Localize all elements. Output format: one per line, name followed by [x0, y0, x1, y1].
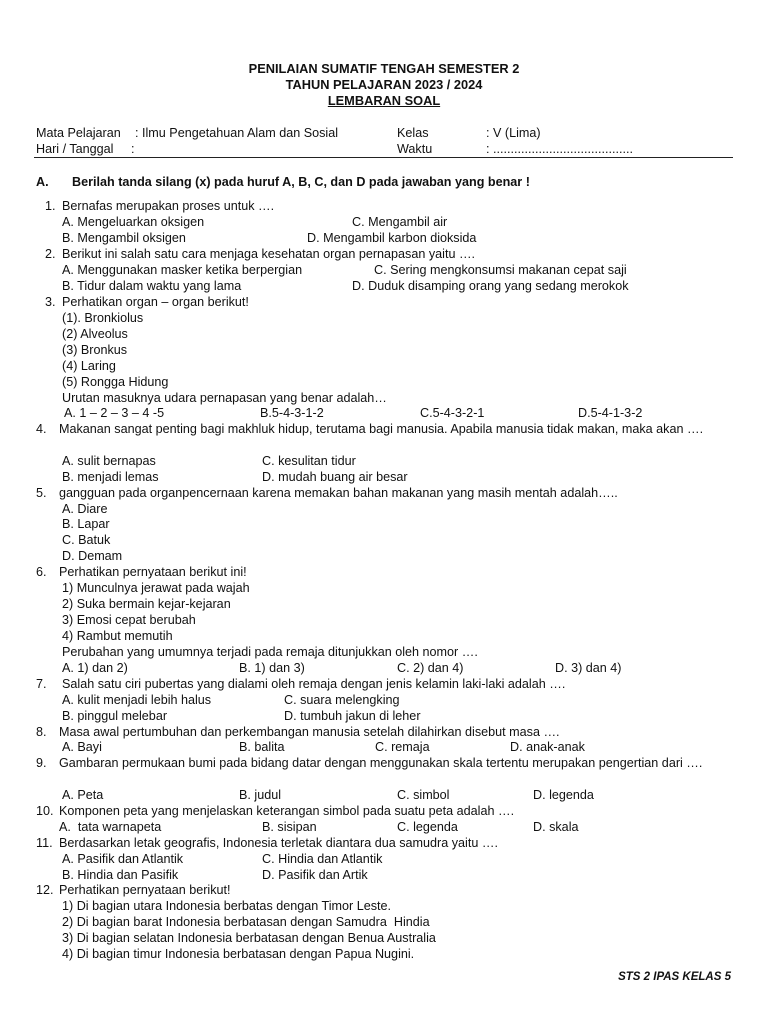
q8-option-d: D. anak-anak — [510, 740, 585, 754]
q5-number: 5. — [36, 486, 47, 500]
q12-item-3: 3) Di bagian selatan Indonesia berbatasan dengan Benua Australia — [62, 931, 436, 945]
q12-number: 12. — [36, 883, 54, 897]
q8-text: Masa awal pertumbuhan dan perkembangan manusia setelah dilahirkan disebut masa …. — [59, 725, 560, 739]
q1-option-b: B. Mengambil oksigen — [62, 231, 186, 245]
q9-option-c: C. simbol — [397, 788, 450, 802]
q5-option-b: B. Lapar — [62, 517, 110, 531]
day-value: : — [131, 142, 135, 156]
q11-option-d: D. Pasifik dan Artik — [262, 868, 368, 882]
q1-number: 1. — [45, 199, 56, 213]
q12-item-2: 2) Di bagian barat Indonesia berbatasan dengan Samudra Hindia — [62, 915, 430, 929]
q3-item-1: (1). Bronkiolus — [62, 311, 144, 325]
q8-option-c: C. remaja — [375, 740, 430, 754]
day-label: Hari / Tanggal — [36, 142, 114, 156]
q7-option-c: C. suara melengking — [284, 693, 400, 707]
q2-option-b: B. Tidur dalam waktu yang lama — [62, 279, 242, 293]
q5-option-c: C. Batuk — [62, 533, 111, 547]
q9-option-d: D. legenda — [533, 788, 594, 802]
q1-option-c: C. Mengambil air — [352, 215, 448, 229]
q3-item-4: (4) Laring — [62, 359, 116, 373]
q3-prompt: Urutan masuknya udara pernapasan yang benar adalah… — [62, 391, 387, 405]
section-instruction: Berilah tanda silang (x) pada huruf A, B, C, dan D pada jawaban yang benar ! — [72, 175, 530, 189]
class-value: : V (Lima) — [486, 126, 541, 140]
q11-number: 11. — [36, 836, 53, 850]
q12-text: Perhatikan pernyataan berikut! — [59, 883, 231, 897]
q4-text: Makanan sangat penting bagi makhluk hidup, terutama bagi manusia. Apabila manusia tidak makan, maka akan …. — [59, 422, 704, 436]
q6-prompt: Perubahan yang umumnya terjadi pada remaja ditunjukkan oleh nomor …. — [62, 645, 478, 659]
q6-option-d: D. 3) dan 4) — [555, 661, 622, 675]
q3-option-c: C.5-4-3-2-1 — [420, 406, 485, 420]
q4-option-b: B. menjadi lemas — [62, 470, 159, 484]
q2-option-d: D. Duduk disamping orang yang sedang merokok — [352, 279, 629, 293]
q2-number: 2. — [45, 247, 56, 261]
header-divider — [34, 157, 733, 158]
q2-option-c: C. Sering mengkonsumsi makanan cepat saji — [374, 263, 627, 277]
q3-item-2: (2) Alveolus — [62, 327, 128, 341]
subject-label: Mata Pelajaran — [36, 126, 121, 140]
q10-option-a: A. tata warnapeta — [59, 820, 162, 834]
q3-option-a: A. 1 – 2 – 3 – 4 -5 — [64, 406, 165, 420]
q3-option-b: B.5-4-3-1-2 — [260, 406, 324, 420]
q10-option-b: B. sisipan — [262, 820, 317, 834]
q10-number: 10. — [36, 804, 54, 818]
q4-option-c: C. kesulitan tidur — [262, 454, 356, 468]
q12-item-1: 1) Di bagian utara Indonesia berbatas dengan Timor Leste. — [62, 899, 392, 913]
q8-option-b: B. balita — [239, 740, 285, 754]
q9-number: 9. — [36, 756, 47, 770]
q1-option-d: D. Mengambil karbon dioksida — [307, 231, 477, 245]
q9-option-a: A. Peta — [62, 788, 104, 802]
q8-number: 8. — [36, 725, 47, 739]
q9-text: Gambaran permukaan bumi pada bidang datar dengan menggunakan skala tertentu merupakan pengertian dari …. — [59, 756, 703, 770]
q11-option-b: B. Hindia dan Pasifik — [62, 868, 179, 882]
q9-option-b: B. judul — [239, 788, 282, 802]
academic-year: TAHUN PELAJARAN 2023 / 2024 — [285, 77, 483, 92]
q12-item-4: 4) Di bagian timur Indonesia berbatasan dengan Papua Nugini. — [62, 947, 415, 961]
q3-item-5: (5) Rongga Hidung — [62, 375, 169, 389]
q7-option-d: D. tumbuh jakun di leher — [284, 709, 421, 723]
q6-item-2: 2) Suka bermain kejar-kejaran — [62, 597, 231, 611]
q2-text: Berikut ini salah satu cara menjaga kesehatan organ pernapasan yaitu …. — [62, 247, 476, 261]
q6-number: 6. — [36, 565, 47, 579]
q8-option-a: A. Bayi — [62, 740, 102, 754]
q6-option-c: C. 2) dan 4) — [397, 661, 464, 675]
q3-item-3: (3) Bronkus — [62, 343, 128, 357]
q10-text: Komponen peta yang menjelaskan keterangan simbol pada suatu peta adalah …. — [59, 804, 515, 818]
exam-title: PENILAIAN SUMATIF TENGAH SEMESTER 2 — [248, 61, 520, 76]
q3-text: Perhatikan organ – organ berikut! — [62, 295, 249, 309]
q6-option-a: A. 1) dan 2) — [62, 661, 128, 675]
section-letter: A. — [36, 175, 49, 189]
q4-number: 4. — [36, 422, 47, 436]
q4-option-d: D. mudah buang air besar — [262, 470, 408, 484]
q7-option-a: A. kulit menjadi lebih halus — [62, 693, 212, 707]
q2-option-a: A. Menggunakan masker ketika berpergian — [62, 263, 303, 277]
q11-option-a: A. Pasifik dan Atlantik — [62, 852, 184, 866]
time-label: Waktu — [397, 142, 433, 156]
q6-item-4: 4) Rambut memutih — [62, 629, 173, 643]
q11-text: Berdasarkan letak geografis, Indonesia terletak diantara dua samudra yaitu …. — [59, 836, 498, 850]
time-value: : ........................................ — [486, 142, 633, 156]
q6-item-1: 1) Munculnya jerawat pada wajah — [62, 581, 250, 595]
q3-number: 3. — [45, 295, 56, 309]
q1-text: Bernafas merupakan proses untuk …. — [62, 199, 275, 213]
q10-option-d: D. skala — [533, 820, 579, 834]
q5-option-a: A. Diare — [62, 502, 108, 516]
sheet-title — [0, 93, 768, 109]
q5-option-d: D. Demam — [62, 549, 123, 563]
q3-option-d: D.5-4-1-3-2 — [578, 406, 643, 420]
q6-option-b: B. 1) dan 3) — [239, 661, 305, 675]
q4-option-a: A. sulit bernapas — [62, 454, 156, 468]
q7-number: 7. — [36, 677, 47, 691]
page-footer: STS 2 IPAS KELAS 5 — [618, 971, 731, 983]
class-label: Kelas — [397, 126, 429, 140]
sheet-title-text: LEMBARAN SOAL — [327, 93, 441, 108]
subject-value: : Ilmu Pengetahuan Alam dan Sosial — [135, 126, 339, 140]
q6-item-3: 3) Emosi cepat berubah — [62, 613, 196, 627]
q11-option-c: C. Hindia dan Atlantik — [262, 852, 383, 866]
q7-option-b: B. pinggul melebar — [62, 709, 168, 723]
q1-option-a: A. Mengeluarkan oksigen — [62, 215, 205, 229]
q7-text: Salah satu ciri pubertas yang dialami oleh remaja dengan jenis kelamin laki-laki adalah …. — [62, 677, 566, 691]
q10-option-c: C. legenda — [397, 820, 458, 834]
q5-text: gangguan pada organpencernaan karena memakan bahan makanan yang masih mentah adalah….. — [59, 486, 618, 500]
q6-text: Perhatikan pernyataan berikut ini! — [59, 565, 247, 579]
